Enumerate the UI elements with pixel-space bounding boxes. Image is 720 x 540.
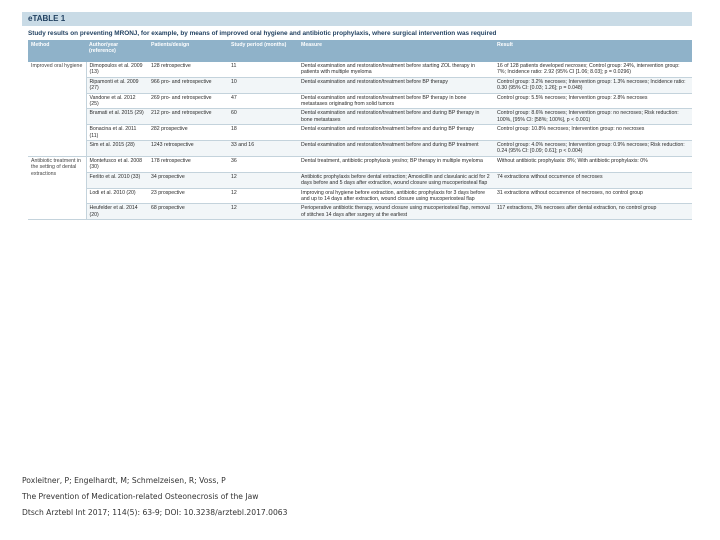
result-cell: Control group: 4.0% necroses; Intervention group: 0.9% necroses; Risk reduction: 0.24 (95% CI: [0.09; 0.61]; p < 0.004) <box>494 141 692 157</box>
patients-cell: 966 pro- and retrospective <box>148 77 228 93</box>
author-cell: Heufelder et al. 2014 (20) <box>86 204 148 220</box>
table-row <box>28 125 692 141</box>
result-cell: 31 extractions without occurrence of necroses, no control group <box>494 188 692 204</box>
result-cell: 16 of 128 patients developed necroses; Control group: 24%, intervention group: 7%; Incidence ratio: 2.92 (95% CI [1.06; 8.03]; p = 0.0296) <box>494 62 692 77</box>
period-cell: 33 and 16 <box>228 141 298 157</box>
result-cell: 74 extractions without occurrence of necroses <box>494 172 692 188</box>
measure-cell: Dental examination and restoration/treatment before and during BP treatment <box>298 141 494 157</box>
author-cell: Montefusco et al. 2008 (30) <box>86 156 148 172</box>
period-cell: 47 <box>228 93 298 109</box>
results-table <box>28 40 692 220</box>
result-cell: Control group: 8.6% necroses; Intervention group: no necroses; Risk reduction: 100%, [95% CI: [58%; 100%], p < 0.001) <box>494 109 692 125</box>
author-cell: Ferlito et al. 2010 (33) <box>86 172 148 188</box>
result-cell: 117 extractions, 3% necroses after dental extraction, no control group <box>494 204 692 220</box>
period-cell: 12 <box>228 172 298 188</box>
author-cell: Sim et al. 2015 (28) <box>86 141 148 157</box>
patients-cell: 1243 retrospective <box>148 141 228 157</box>
column-header: Study period (months) <box>228 40 298 62</box>
author-cell: Lodi et al. 2010 (20) <box>86 188 148 204</box>
column-header: Patients/design <box>148 40 228 62</box>
column-header: Measure <box>298 40 494 62</box>
measure-cell: Dental examination and restoration/treatment before and during BP therapy <box>298 125 494 141</box>
table-row <box>28 172 692 188</box>
period-cell: 36 <box>228 156 298 172</box>
method-cell: Improved oral hygiene <box>28 62 86 156</box>
period-cell: 12 <box>228 188 298 204</box>
result-cell: Control group: 5.5% necroses; Intervention group: 2.8% necroses <box>494 93 692 109</box>
column-header: Result <box>494 40 692 62</box>
author-cell: Bramati et al. 2015 (29) <box>86 109 148 125</box>
measure-cell: Dental examination and restoration/treatment before and during BP therapy in bone metastases <box>298 109 494 125</box>
table-header-row <box>28 40 692 62</box>
patients-cell: 23 prospective <box>148 188 228 204</box>
period-cell: 60 <box>228 109 298 125</box>
period-cell: 18 <box>228 125 298 141</box>
table-row <box>28 188 692 204</box>
measure-cell: Dental examination and restoration/treatment before BP therapy <box>298 77 494 93</box>
table-subtitle: Study results on preventing MRONJ, for example, by means of improved oral hygiene and antibiotic prophylaxis, where surgical intervention was required <box>28 30 497 37</box>
patients-cell: 34 prospective <box>148 172 228 188</box>
period-cell: 10 <box>228 77 298 93</box>
table-title: eTABLE 1 <box>22 12 692 26</box>
measure-cell: Antibiotic prophylaxis before dental extraction; Amoxicillin and clavulanic acid for 2 days before and 5 days after extraction, wound closure using mucoperiosteal flap <box>298 172 494 188</box>
period-cell: 11 <box>228 62 298 77</box>
citation-title: The Prevention of Medication-related Osteonecrosis of the Jaw <box>22 492 259 501</box>
method-cell: Antibiotic treatment in the setting of dental extractions <box>28 156 86 219</box>
author-cell: Ripamonti et al. 2009 (27) <box>86 77 148 93</box>
patients-cell: 128 retrospective <box>148 62 228 77</box>
table-row <box>28 141 692 157</box>
table-row <box>28 109 692 125</box>
result-cell: Without antibiotic prophylaxis: 8%; With antibiotic prophylaxis: 0% <box>494 156 692 172</box>
measure-cell: Dental examination and restoration/treatment before starting ZOL therapy in patients with multiple myeloma <box>298 62 494 77</box>
author-cell: Vandone et al. 2012 (25) <box>86 93 148 109</box>
table-row <box>28 93 692 109</box>
author-cell: Dimopoulos et al. 2009 (13) <box>86 62 148 77</box>
patients-cell: 282 prospective <box>148 125 228 141</box>
patients-cell: 178 retrospective <box>148 156 228 172</box>
column-header: Method <box>28 40 86 62</box>
citation-journal: Dtsch Arztebl Int 2017; 114(5): 63-9; DOI: 10.3238/arztebl.2017.0063 <box>22 508 288 517</box>
measure-cell: Dental examination and restoration/treatment before BP therapy in bone metastases originating from solid tumors <box>298 93 494 109</box>
table-row <box>28 77 692 93</box>
measure-cell: Perioperative antibiotic therapy, wound closure using mucoperiosteal flap, removal of stitches 14 days after surgery at the earliest <box>298 204 494 220</box>
patients-cell: 68 prospective <box>148 204 228 220</box>
period-cell: 12 <box>228 204 298 220</box>
author-cell: Bonacina et al. 2011 (11) <box>86 125 148 141</box>
patients-cell: 269 pro- and retrospective <box>148 93 228 109</box>
table-row <box>28 204 692 220</box>
measure-cell: Improving oral hygiene before extraction, antibiotic prophylaxis for 3 days before and up to 14 days after extraction, wound closure using mucoperiosteal flap <box>298 188 494 204</box>
result-cell: Control group: 10.8% necroses; Intervention group: no necroses <box>494 125 692 141</box>
patients-cell: 212 pro- and retrospective <box>148 109 228 125</box>
table-row <box>28 156 692 172</box>
table-row <box>28 62 692 77</box>
column-header: Author/year (reference) <box>86 40 148 62</box>
citation-authors: Poxleitner, P; Engelhardt, M; Schmelzeisen, R; Voss, P <box>22 476 226 485</box>
result-cell: Control group: 3.2% necroses; Intervention group: 1.3% necroses; Incidence ratio: 0.30 (95% CI: [0.03; 1.26]; p = 0.048) <box>494 77 692 93</box>
table-body <box>28 62 692 220</box>
table-image <box>22 12 698 370</box>
measure-cell: Dental treatment, antibiotic prophylaxis yes/no; BP therapy in multiple myeloma <box>298 156 494 172</box>
